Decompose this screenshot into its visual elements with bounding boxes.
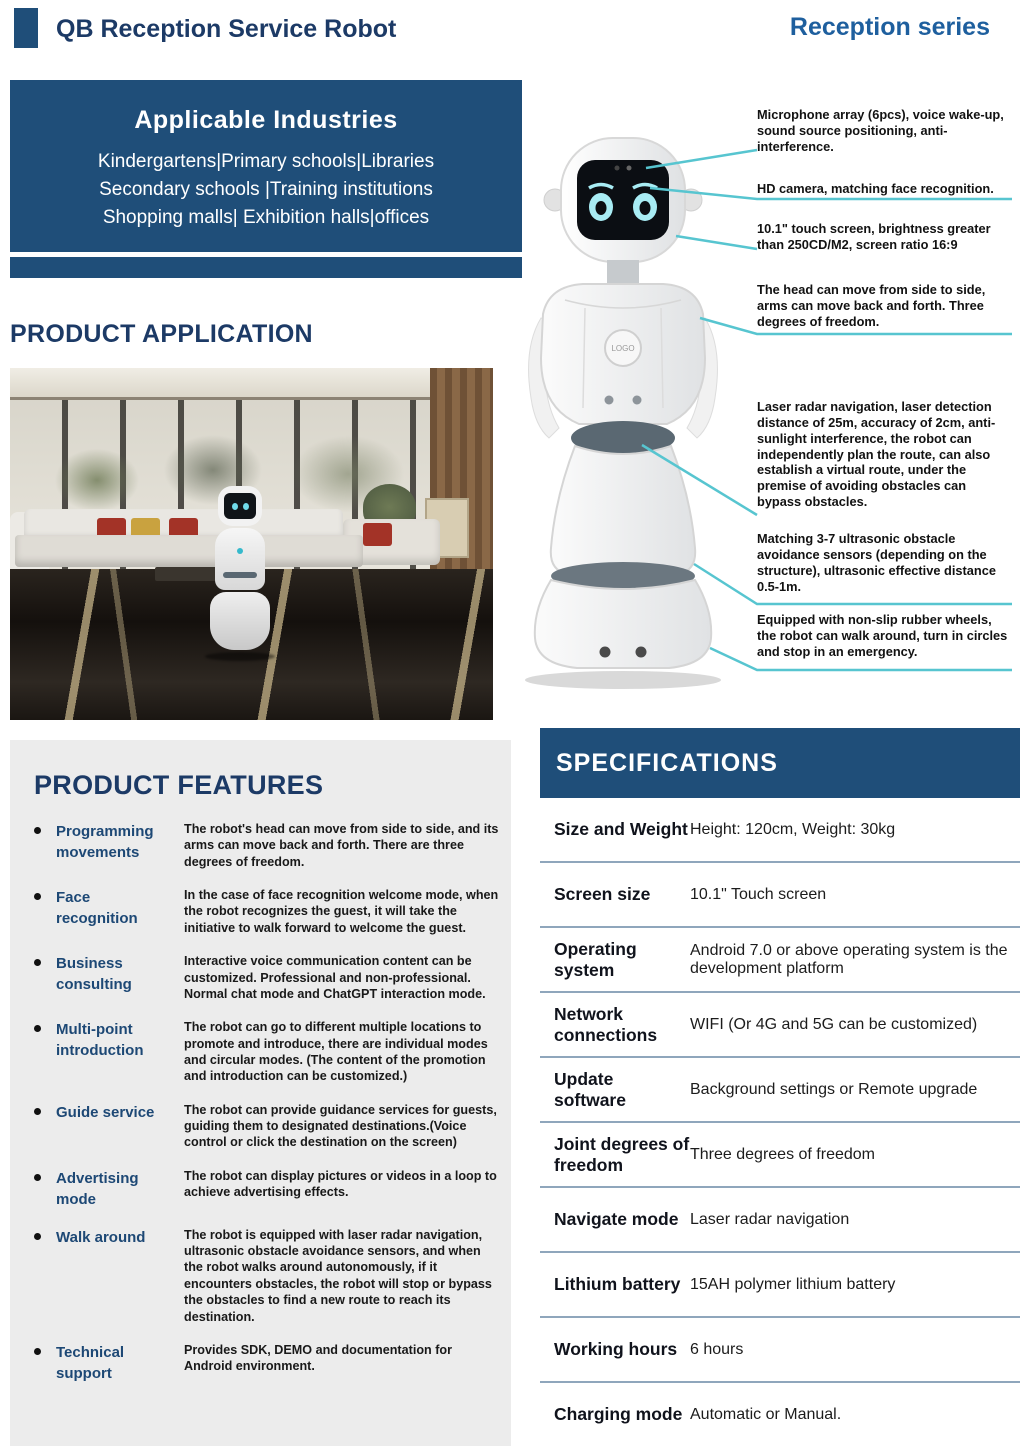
spec-label: Joint degrees of freedom	[554, 1133, 690, 1175]
application-photo	[10, 368, 493, 720]
spec-label: Navigate mode	[554, 1209, 679, 1229]
feature-text: The robot's head can move from side to side, and its arms can move back and forth. There are three degrees of freedom.	[184, 822, 499, 869]
robot-wheel	[600, 647, 611, 658]
spec-row	[540, 1121, 1020, 1186]
spec-row	[540, 926, 1020, 991]
spec-label: Size and Weight	[554, 819, 688, 839]
spec-row	[540, 1186, 1020, 1251]
spec-label: Operating system	[554, 938, 637, 980]
robot-callout-camera: HD camera, matching face recognition.	[757, 181, 994, 196]
bullet-icon	[34, 1174, 41, 1181]
spec-value: 6 hours	[690, 1340, 744, 1358]
spec-value: Height: 120cm, Weight: 30kg	[690, 820, 896, 838]
feature-item	[34, 953, 499, 1002]
robot-callout-laser-radar: Laser radar navigation, laser detection distance of 25m, accuracy of 2cm, anti-sunlight interference, the robot can independently plan the route, can also establish a virtual route, under the premise of avoiding obstacles can bypass obstacles.	[757, 399, 996, 510]
robot-callout-head-movement: The head can move from side to side, arms can move back and forth. Three degrees of freedom.	[757, 282, 986, 329]
feature-text: In the case of face recognition welcome mode, when the robot recognizes the guest, it will take the initiative to walk forward to welcome the guest.	[184, 888, 499, 935]
brand-accent-square	[14, 8, 38, 48]
spec-value: Three degrees of freedom	[690, 1145, 875, 1163]
bullet-icon	[34, 1108, 41, 1115]
sofa	[15, 535, 363, 567]
spec-value: 15AH polymer lithium battery	[690, 1275, 896, 1293]
feature-text: The robot is equipped with laser radar navigation, ultrasonic obstacle avoidance sensors, and when the robot walks around autonomously, if it encounters obstacles, the robot will stop or bypass the obstacles to find a new route to reach its destination.	[184, 1227, 492, 1324]
feature-list	[10, 821, 511, 1384]
page-title: QB Reception Service Robot	[56, 15, 397, 43]
feature-label: Advertising mode	[56, 1169, 139, 1208]
feature-item	[34, 1102, 499, 1151]
robot-in-lobby	[205, 486, 275, 664]
feature-item	[34, 887, 499, 936]
robot-callout-ultrasonic: Matching 3-7 ultrasonic obstacle avoidance sensors (depending on the structure), ultrasonic effective distance 0.5-1m.	[757, 531, 996, 594]
spec-value: Background settings or Remote upgrade	[690, 1080, 978, 1098]
spec-label: Charging mode	[554, 1404, 683, 1424]
feature-item	[34, 1019, 499, 1084]
industries-panel	[10, 80, 522, 252]
feature-item	[34, 1168, 499, 1210]
logo-text: LOGO	[611, 344, 635, 353]
feature-text: The robot can go to different multiple locations to promote and introduce, there are individual modes and circular modes. (The content of the promotion and introduction can be customized.)	[184, 1020, 488, 1084]
feature-label: Face recognition	[56, 889, 138, 928]
bullet-icon	[34, 893, 41, 900]
robot-illustration	[505, 108, 745, 693]
feature-label: Walk around	[56, 1228, 146, 1246]
feature-label: Technical support	[56, 1343, 125, 1382]
spec-label: Network connections	[554, 1003, 658, 1045]
spec-label: Working hours	[554, 1339, 678, 1359]
robot-callout-screen: 10.1" touch screen, brightness greater than 250CD/M2, screen ratio 16:9	[757, 221, 991, 252]
features-title: PRODUCT FEATURES	[34, 770, 324, 800]
robot-wheel	[636, 647, 647, 658]
feature-label: Programming movements	[56, 823, 154, 861]
spec-label: Lithium battery	[554, 1274, 681, 1294]
spec-row	[540, 1316, 1020, 1381]
lobby-ceiling	[10, 368, 493, 400]
series-label: Reception series	[789, 13, 990, 41]
feature-item	[34, 1227, 499, 1325]
spec-row	[540, 798, 1020, 861]
spec-value: Laser radar navigation	[690, 1210, 850, 1228]
specs-header	[540, 728, 1020, 798]
industries-title: Applicable Industries	[134, 106, 398, 134]
spec-row	[540, 861, 1020, 926]
robot-base	[535, 580, 711, 668]
feature-text: Interactive voice communication content can be customized. Professional and non-professional. Normal chat mode and ChatGPT interaction mode.	[184, 954, 486, 1001]
feature-label: Multi-point introduction	[56, 1021, 144, 1060]
spec-value: Automatic or Manual.	[690, 1405, 842, 1423]
bullet-icon	[34, 1348, 41, 1355]
spec-value: 10.1" Touch screen	[690, 885, 827, 903]
bullet-icon	[34, 1025, 41, 1032]
feature-text: The robot can display pictures or videos in a loop to achieve advertising effects.	[184, 1168, 497, 1200]
feature-label: Business consulting	[56, 955, 132, 994]
industries-line: Shopping malls| Exhibition halls|offices	[102, 207, 430, 228]
bullet-icon	[34, 1233, 41, 1240]
feature-text: The robot can provide guidance services for guests, guiding them to designated destinations.(Voice control or click the destination on the screen)	[184, 1102, 497, 1150]
spec-row	[540, 1381, 1020, 1446]
specs-title: SPECIFICATIONS	[556, 748, 778, 777]
spec-row	[540, 991, 1020, 1056]
spec-label: Update software	[554, 1068, 626, 1110]
spec-row	[540, 1251, 1020, 1316]
robot-callout-microphone: Microphone array (6pcs), voice wake-up, sound source positioning, anti-interference.	[757, 107, 1004, 154]
feature-item	[34, 1342, 499, 1384]
features-panel	[10, 740, 511, 1446]
spec-row	[540, 1056, 1020, 1121]
application-title: PRODUCT APPLICATION	[10, 320, 313, 348]
spec-label: Screen size	[554, 884, 651, 904]
specs-table	[540, 798, 1020, 1446]
feature-label: Guide service	[56, 1103, 155, 1121]
bullet-icon	[34, 959, 41, 966]
feature-item	[34, 821, 499, 870]
spec-value: WIFI (Or 4G and 5G can be customized)	[690, 1015, 978, 1033]
industries-line: Kindergartens|Primary schools|Libraries	[97, 151, 435, 172]
pillow	[363, 523, 392, 546]
industries-accent-bar	[10, 257, 522, 278]
spec-value: Android 7.0 or above operating system is the development platform	[690, 941, 1008, 977]
robot-skirt	[551, 446, 695, 574]
robot-callout-wheels: Equipped with non-slip rubber wheels, the robot can walk around, turn in circles and stop in an emergency.	[757, 612, 1008, 659]
industries-line: Secondary schools |Training institutions	[99, 179, 433, 200]
feature-text: Provides SDK, DEMO and documentation for Android environment.	[184, 1342, 452, 1374]
bullet-icon	[34, 827, 41, 834]
